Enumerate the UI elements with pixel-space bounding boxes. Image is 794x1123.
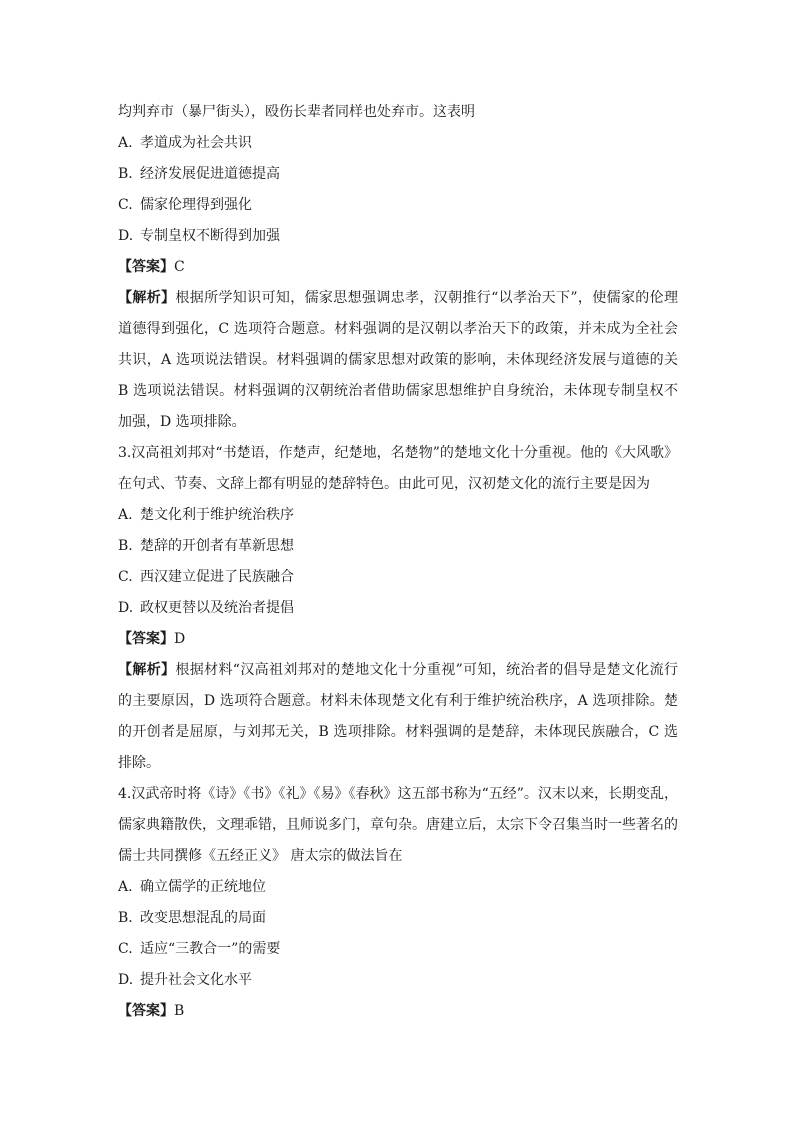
answer-value: B [174, 1003, 185, 1019]
q2-option-a [118, 128, 678, 159]
q4-stem-line-3: 儒士共同撰修《五经正义》 唐太宗的做法旨在 [118, 848, 403, 864]
option-text: 经济发展促进道德提高 [140, 166, 280, 182]
option-text: 确立儒学的正统地位 [140, 879, 266, 895]
option-letter: D. [118, 600, 134, 616]
option-text: 孝道成为社会共识 [140, 135, 252, 151]
answer-label: 【答案】 [118, 631, 174, 647]
q2-answer [118, 252, 678, 283]
option-text: 提升社会文化水平 [140, 972, 252, 988]
option-text: 政权更替以及统治者提倡 [140, 600, 294, 616]
q2-analysis-line-2: 道德得到强化，C 选项符合题意。材料强调的是汉朝以孝治天下的政策，并未成为全社会 [118, 321, 678, 337]
q2-analysis-line-1 [118, 283, 678, 314]
option-letter: A. [118, 507, 133, 523]
q4-option-d [118, 965, 678, 996]
q4-option-b [118, 903, 678, 934]
q3-option-d [118, 593, 678, 624]
analysis-label: 【解析】 [118, 662, 176, 678]
q3-analysis-line-3: 的开创者是屈原，与刘邦无关，B 选项排除。材料强调的是楚辞，未体现民族融合，C 选 [118, 724, 678, 740]
q2-analysis-line-5: 加强，D 选项排除。 [118, 414, 246, 430]
q3-stem-line-2: 在句式、节奏、文辞上都有明显的楚辞特色。由此可见，汉初楚文化的流行主要是因为 [118, 476, 650, 492]
q3-analysis-line-4: 排除。 [118, 755, 160, 771]
q2-option-d [118, 221, 678, 252]
option-text: 专制皇权不断得到加强 [140, 228, 280, 244]
option-text: 楚辞的开创者有革新思想 [140, 538, 294, 554]
q3-analysis-line-1 [118, 655, 678, 686]
q2-option-b [118, 159, 678, 190]
q4-stem-line-2: 儒家典籍散佚，文理乖错，且师说多门，章句杂。唐建立后，太宗下令召集当时一些著名的 [118, 817, 678, 833]
analysis-label: 【解析】 [118, 290, 176, 306]
answer-label: 【答案】 [118, 259, 174, 275]
q3-stem-line-1: 3.汉高祖刘邦对“书楚语，作楚声，纪楚地，名楚物”的楚地文化十分重视。他的《大风歌》 [118, 445, 678, 461]
answer-value: D [174, 631, 186, 647]
option-text: 适应“三教合一”的需要 [140, 941, 281, 957]
q3-analysis-line-2: 的主要原因，D 选项符合题意。材料未体现楚文化有利于维护统治秩序，A 选项排除。楚 [118, 693, 678, 709]
q4-option-a [118, 872, 678, 903]
q2-option-c [118, 190, 678, 221]
option-text: 儒家伦理得到强化 [140, 197, 252, 213]
option-text: 西汉建立促进了民族融合 [140, 569, 294, 585]
option-letter: B. [118, 166, 133, 182]
option-text: 楚文化利于维护统治秩序 [140, 507, 294, 523]
question-stem-tail: 均判弃市（暴尸街头），殴伤长辈者同样也处弃市。这表明 [118, 104, 475, 120]
option-text: 改变思想混乱的局面 [140, 910, 266, 926]
analysis-text: 根据所学知识可知，儒家思想强调忠孝，汉朝推行“以孝治天下”，使儒家的伦理 [175, 290, 678, 306]
option-letter: A. [118, 135, 133, 151]
option-letter: D. [118, 972, 134, 988]
q2-analysis-line-4: B 选项说法错误。材料强调的汉朝统治者借助儒家思想维护自身统治，未体现专制皇权不 [118, 383, 678, 399]
option-letter: B. [118, 910, 133, 926]
q4-option-c [118, 934, 678, 965]
q3-option-b [118, 531, 678, 562]
option-letter: D. [118, 228, 134, 244]
option-letter: A. [118, 879, 133, 895]
analysis-text: 根据材料“汉高祖刘邦对的楚地文化十分重视”可知，统治者的倡导是楚文化流行 [175, 662, 678, 678]
q3-option-c [118, 562, 678, 593]
answer-value: C [174, 259, 185, 275]
q4-answer [118, 996, 678, 1027]
answer-label: 【答案】 [118, 1003, 174, 1019]
q3-answer [118, 624, 678, 655]
q3-option-a [118, 500, 678, 531]
document-page [118, 97, 678, 1027]
q2-analysis-line-3: 共识，A 选项说法错误。材料强调的儒家思想对政策的影响，未体现经济发展与道德的关 [118, 352, 678, 368]
option-letter: C. [118, 197, 133, 213]
option-letter: B. [118, 538, 133, 554]
q4-stem-line-1: 4.汉武帝时将《诗》《书》《礼》《易》《春秋》这五部书称为“五经”。汉末以来，长期变乱， [118, 786, 678, 802]
option-letter: C. [118, 569, 133, 585]
option-letter: C. [118, 941, 133, 957]
